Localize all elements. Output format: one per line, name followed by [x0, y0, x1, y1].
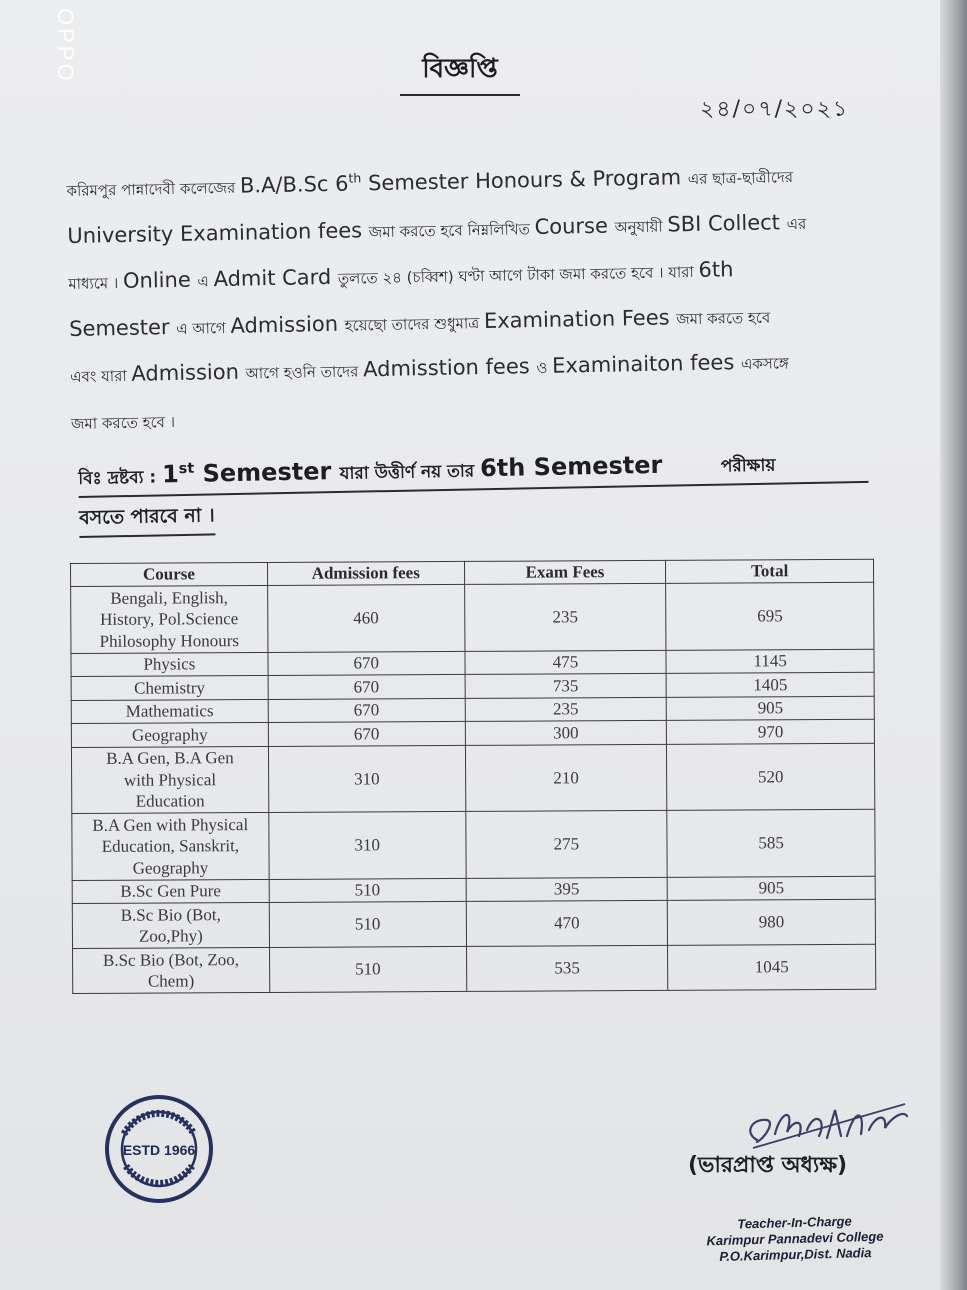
course-cell: Chemistry	[71, 675, 268, 700]
header-total: Total	[666, 559, 874, 583]
table-row	[72, 809, 875, 880]
course-cell: Geography	[71, 722, 268, 747]
exam-fee-cell: 470	[466, 900, 668, 946]
header-exam-fees: Exam Fees	[464, 560, 666, 584]
admission-fee-cell: 510	[269, 901, 466, 947]
admission-fee-cell: 310	[268, 745, 465, 813]
body-line: করিমপুর পান্নাদেবী কলেজের B.A/B.Sc 6th Semester Honours & Program এর ছাত্র-ছাত্রীদের	[66, 165, 794, 200]
total-cell: 585	[667, 809, 875, 877]
admission-fee-cell: 670	[268, 651, 465, 676]
admission-fee-cell: 510	[269, 946, 466, 992]
admission-fee-cell: 670	[268, 674, 465, 699]
admission-fee-cell: 670	[268, 721, 465, 746]
body-line: জমা করতে হবে ।	[70, 412, 176, 433]
total-cell: 520	[667, 743, 875, 811]
exam-fee-cell: 275	[465, 810, 667, 878]
total-cell: 905	[667, 876, 875, 901]
admission-fee-cell: 670	[268, 698, 465, 723]
college-seal	[104, 1094, 214, 1204]
body-line: মাধ্যমে । Online এ Admit Card তুলতে ২৪ (চব্বিশ) ঘণ্টা আগে টাকা জমা করতে হবে । যারা 6th	[68, 257, 734, 293]
notice-note	[78, 447, 869, 538]
exam-fee-cell: 300	[465, 720, 667, 745]
header-admission-fees: Admission fees	[267, 561, 464, 585]
exam-fee-cell: 235	[464, 583, 666, 651]
exam-fee-cell: 235	[465, 697, 667, 722]
stamp-line: Karimpur Pannadevi College	[706, 1228, 884, 1249]
admission-fee-cell: 310	[269, 811, 466, 879]
table-row	[72, 899, 875, 948]
body-line: Semester এ আগে Admission হয়েছো তাদের শুধুমাত্র Examination Fees জমা করতে হবে	[68, 304, 771, 341]
course-cell: B.A Gen with Physical Education, Sanskrit, Geography	[72, 812, 269, 880]
total-cell: 1405	[666, 672, 874, 697]
fee-table	[70, 559, 876, 994]
table-row	[71, 743, 874, 814]
notice-body	[66, 147, 876, 446]
stamp-line: P.O.Karimpur,Dist. Nadia	[719, 1245, 872, 1264]
notice-date: ২৪/০৭/২০২১	[700, 97, 850, 122]
total-cell: 970	[667, 719, 875, 744]
body-line: এবং যারা Admission আগে হওনি তাদের Admisstion fees ও Examinaiton fees একসঙ্গে	[69, 350, 789, 386]
course-cell: B.Sc Bio (Bot, Zoo,Phy)	[72, 902, 269, 948]
seal-text: ESTD 1966	[122, 1142, 196, 1158]
exam-fee-cell: 395	[466, 877, 668, 902]
fee-table-body	[71, 582, 876, 993]
admission-fee-cell: 460	[267, 584, 464, 652]
total-cell: 695	[666, 582, 874, 650]
course-cell: B.A Gen, B.A Gen with Physical Education	[71, 746, 268, 814]
notice-title: বিজ্ঞপ্তি	[400, 48, 520, 96]
total-cell: 1045	[668, 944, 876, 990]
course-cell: Bengali, English, History, Pol.Science Philosophy Honours	[71, 585, 268, 653]
course-cell: Mathematics	[71, 699, 268, 724]
course-cell: Physics	[71, 652, 268, 677]
course-cell: B.Sc Gen Pure	[72, 879, 269, 904]
exam-fee-cell: 535	[466, 945, 668, 991]
header-course: Course	[71, 562, 268, 586]
exam-fee-cell: 475	[465, 650, 667, 675]
admission-fee-cell: 510	[269, 878, 466, 903]
table-row	[71, 582, 874, 653]
body-line: University Examination fees জমা করতে হবে নিম্নলিখিত Course অনুযায়ী SBI Collect এর	[67, 209, 807, 248]
note-line-2: বসতে পারবে না ।	[79, 501, 215, 538]
total-cell: 1145	[666, 649, 874, 674]
table-row	[73, 944, 876, 993]
note-line-1: বিঃ দ্রষ্টব্য : 1st Semester যারা উত্তীর্ণ নয় তার 6th Semester পরীক্ষায়	[78, 447, 869, 498]
total-cell: 905	[666, 696, 874, 721]
total-cell: 980	[668, 899, 876, 945]
stamp-line: Teacher-In-Charge	[737, 1213, 852, 1232]
exam-fee-cell: 210	[465, 744, 667, 812]
exam-fee-cell: 735	[465, 673, 667, 698]
camera-watermark: OPPO	[53, 8, 78, 84]
paper-edge-shadow	[940, 0, 967, 1290]
office-stamp	[689, 1212, 900, 1265]
signatory-label: (ভারপ্রাপ্ত অধ্যক্ষ)	[688, 1153, 848, 1178]
course-cell: B.Sc Bio (Bot, Zoo, Chem)	[73, 947, 270, 993]
